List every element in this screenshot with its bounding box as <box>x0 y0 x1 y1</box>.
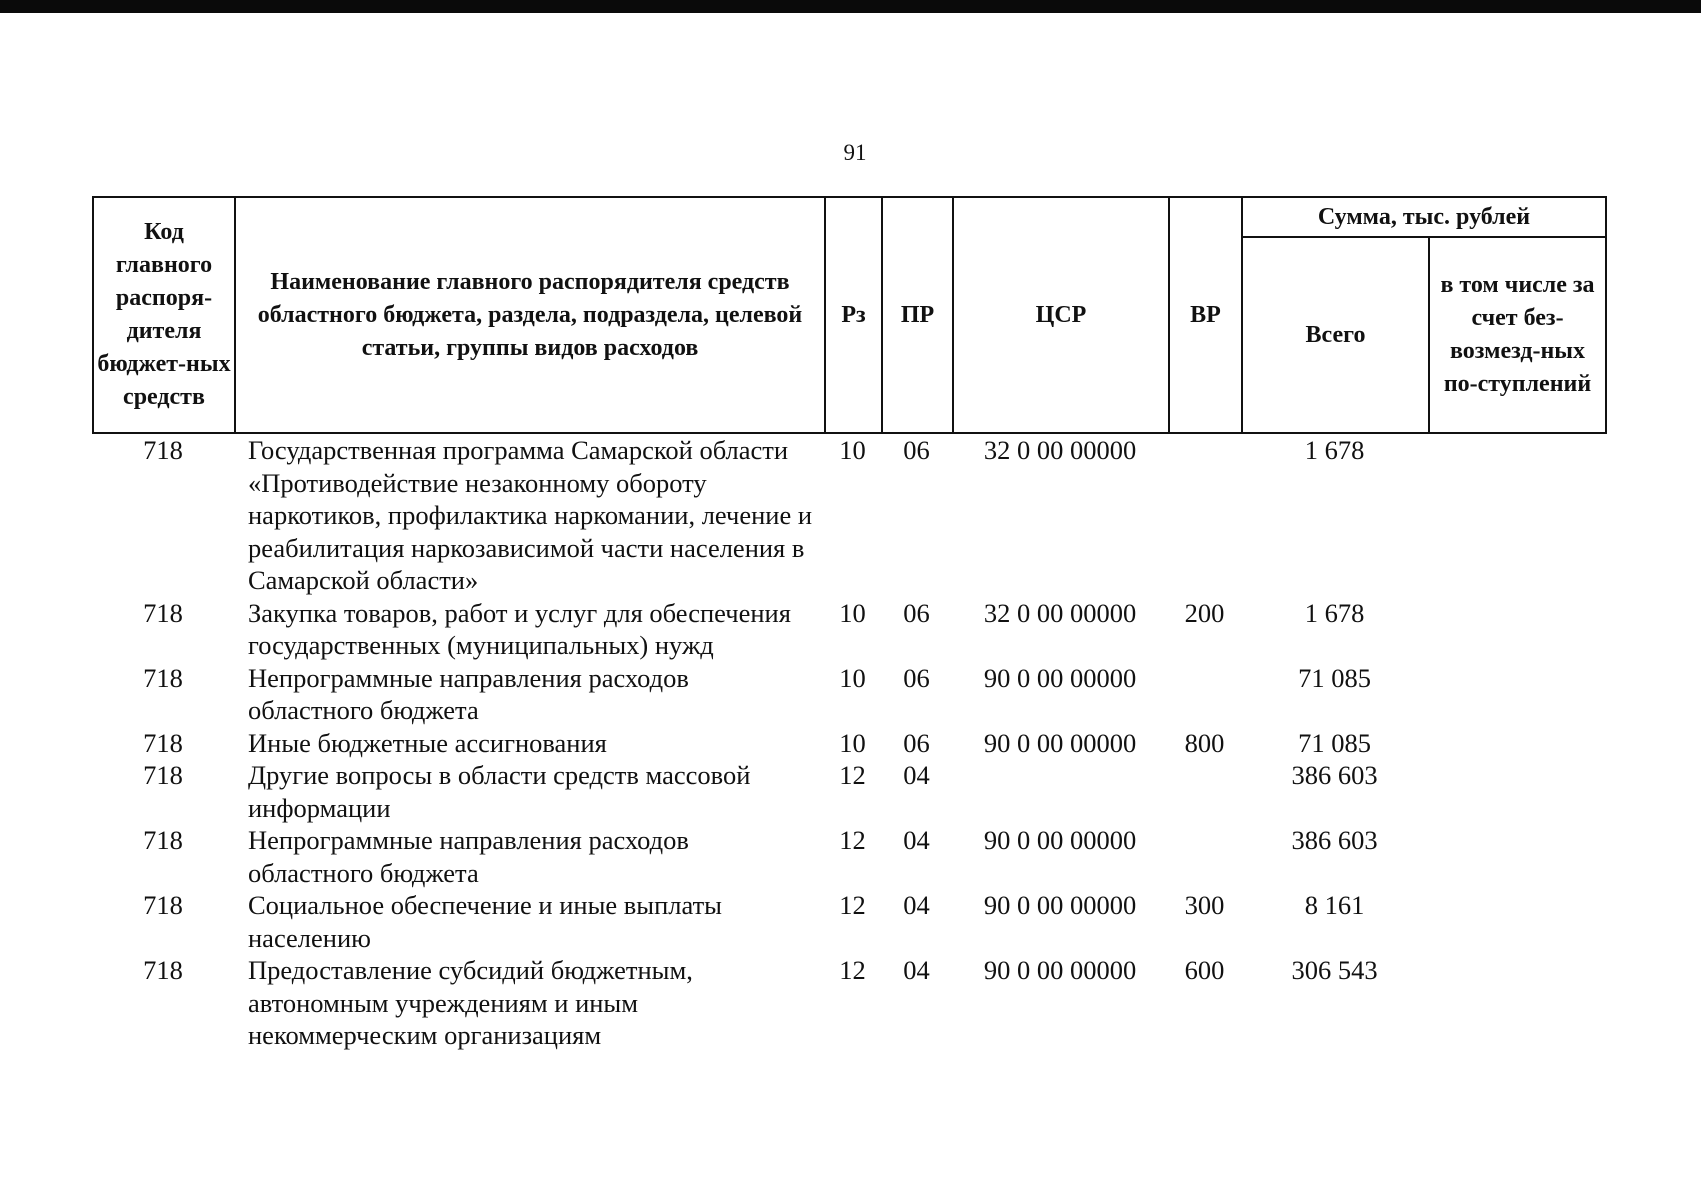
cell-kod: 718 <box>143 825 183 855</box>
cell-pr: 06 <box>903 662 930 693</box>
cell-incl <box>1428 727 1605 760</box>
cell-rz: 12 <box>839 825 866 855</box>
cell-rz: 12 <box>839 955 866 985</box>
cell-total: 306 543 <box>1291 955 1378 985</box>
table-row <box>92 759 1605 824</box>
header-csr: ЦСР <box>953 197 1169 433</box>
table-row <box>92 434 1605 597</box>
table-row <box>92 824 1605 889</box>
cell-pr: 04 <box>903 760 930 790</box>
cell-name: Социальное обеспечение и иные выплаты населению <box>248 890 722 953</box>
cell-csr: 90 0 00 00000 <box>983 890 1137 920</box>
cell-pr: 06 <box>903 727 930 758</box>
cell-csr: 90 0 00 00000 <box>983 825 1137 855</box>
cell-incl <box>1428 889 1605 954</box>
cell-kod: 718 <box>143 955 183 985</box>
cell-rz: 10 <box>839 435 866 465</box>
cell-pr: 04 <box>903 890 930 920</box>
cell-total: 386 603 <box>1291 825 1378 855</box>
cell-csr <box>952 759 1168 824</box>
cell-vr: 800 <box>1184 727 1225 758</box>
cell-vr: 200 <box>1184 597 1225 628</box>
cell-csr: 32 0 00 00000 <box>983 597 1137 628</box>
cell-rz: 10 <box>839 662 866 693</box>
cell-total: 386 603 <box>1291 760 1378 790</box>
cell-pr: 04 <box>903 955 930 985</box>
cell-pr: 06 <box>903 435 930 465</box>
table-row <box>92 597 1605 662</box>
cell-vr <box>1168 434 1241 597</box>
table-row <box>92 662 1605 727</box>
table-row <box>92 889 1605 954</box>
cell-vr <box>1168 824 1241 889</box>
cell-name: Непрограммные направления расходов областного бюджета <box>248 662 689 725</box>
cell-kod: 718 <box>143 435 183 465</box>
cell-vr <box>1168 759 1241 824</box>
header-kod: Код главного распоря-дителя бюджет-ных средств <box>93 197 235 433</box>
cell-kod: 718 <box>143 890 183 920</box>
header-incl: в том числе за счет без-возмезд-ных по-ступлений <box>1429 237 1606 433</box>
cell-incl <box>1428 824 1605 889</box>
cell-incl <box>1428 662 1605 727</box>
cell-vr: 600 <box>1184 955 1225 985</box>
cell-csr: 90 0 00 00000 <box>983 727 1137 758</box>
cell-kod: 718 <box>143 760 183 790</box>
cell-name: Другие вопросы в области средств массовой информации <box>248 760 751 823</box>
header-pr: ПР <box>882 197 953 433</box>
cell-csr: 32 0 00 00000 <box>983 435 1137 465</box>
cell-csr: 90 0 00 00000 <box>983 662 1137 693</box>
cell-total: 8 161 <box>1304 890 1365 920</box>
cell-pr: 04 <box>903 825 930 855</box>
cell-incl <box>1428 434 1605 597</box>
cell-incl <box>1428 954 1605 1052</box>
cell-vr <box>1168 662 1241 727</box>
cell-name: Иные бюджетные ассигнования <box>248 727 607 758</box>
scan-top-border <box>0 0 1701 13</box>
cell-rz: 12 <box>839 890 866 920</box>
table-header <box>92 196 1607 434</box>
cell-name: Закупка товаров, работ и услуг для обеспечения государственных (муниципальных) нужд <box>248 597 791 660</box>
header-total: Всего <box>1242 237 1429 433</box>
cell-kod: 718 <box>143 597 183 628</box>
cell-total: 1 678 <box>1304 597 1365 628</box>
cell-kod: 718 <box>143 727 183 758</box>
cell-total: 1 678 <box>1304 435 1365 465</box>
cell-rz: 10 <box>839 727 866 758</box>
cell-rz: 12 <box>839 760 866 790</box>
cell-pr: 06 <box>903 597 930 628</box>
cell-rz: 10 <box>839 597 866 628</box>
cell-total: 71 085 <box>1298 727 1371 758</box>
header-vr: ВР <box>1169 197 1242 433</box>
header-sum-group: Сумма, тыс. рублей <box>1242 197 1606 237</box>
cell-csr: 90 0 00 00000 <box>983 955 1137 985</box>
cell-name: Предоставление субсидий бюджетным, автономным учреждениям и иным некоммерческим организациям <box>248 955 693 1050</box>
cell-incl <box>1428 759 1605 824</box>
page-number: 91 <box>843 140 867 165</box>
cell-incl <box>1428 597 1605 662</box>
table-row <box>92 727 1605 760</box>
table-row <box>92 954 1605 1052</box>
cell-vr: 300 <box>1184 890 1225 920</box>
cell-total: 71 085 <box>1298 662 1371 693</box>
cell-name: Государственная программа Самарской области «Противодействие незаконному обороту наркотиков, профилактика наркомании, лечение и реабилитация наркозависимой части населения в Самарской области» <box>248 435 813 595</box>
cell-name: Непрограммные направления расходов областного бюджета <box>248 825 689 888</box>
header-name: Наименование главного распорядителя средств областного бюджета, раздела, подраздела, целевой статьи, группы видов расходов <box>235 197 825 433</box>
header-rz: Рз <box>825 197 882 433</box>
cell-kod: 718 <box>143 662 183 693</box>
table-body <box>92 434 1605 1052</box>
